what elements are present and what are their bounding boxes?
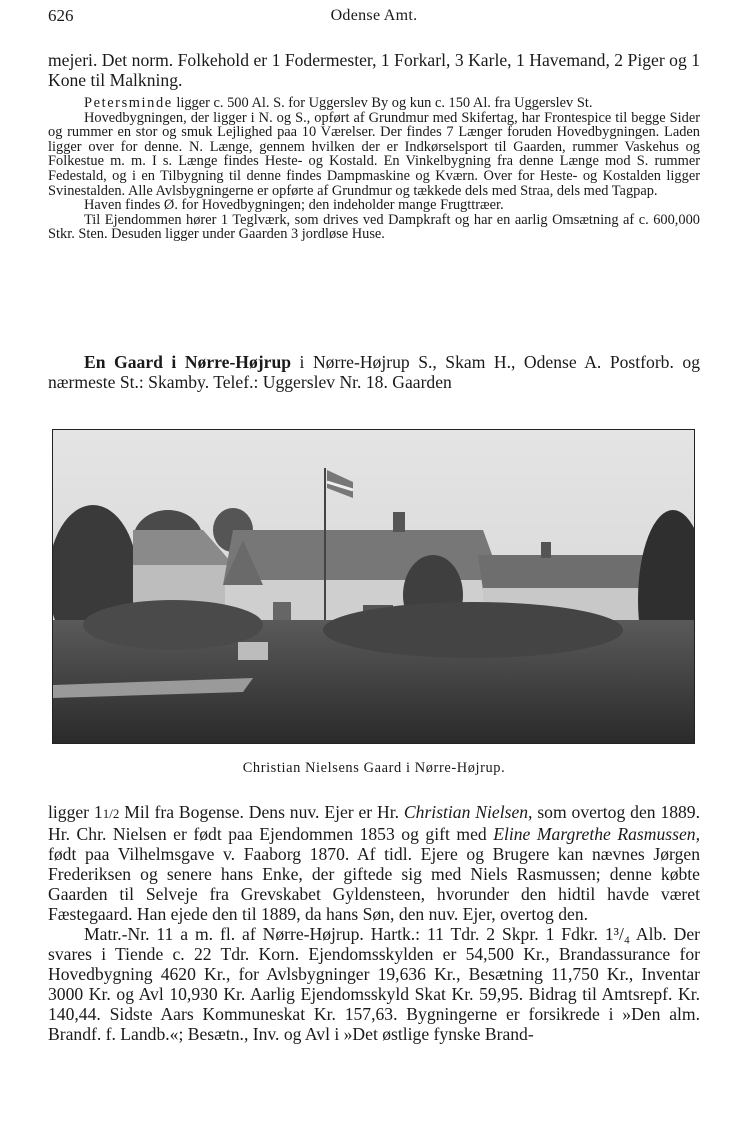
estate-name: Petersminde [84, 95, 173, 111]
photo-caption: Christian Nielsens Gaard i Nørre-Højrup. [242, 760, 506, 776]
text-fragment: ligger 1 [48, 802, 103, 822]
paragraph-ownership [48, 802, 700, 924]
fraction: 1/2 [102, 806, 120, 821]
wife-name: Eline Margrethe Rasmussen, [493, 824, 700, 844]
continued-paragraph [48, 50, 700, 90]
farm-description [48, 802, 700, 1044]
farm-photograph [52, 429, 695, 744]
text-fragment: som overtog den 1889. Hr. Chr. Nielsen er født paa Ejendommen 1853 og gift med [48, 802, 701, 844]
farm-photo-illustration [53, 430, 694, 743]
paragraph: mejeri. Det norm. Folkehold er 1 Fodermester, 1 Forkarl, 3 Karle, 1 Havemand, 2 Piger og 1 Kone til Malkning. [48, 50, 700, 90]
owner-name: Christian Nielsen, [403, 802, 533, 822]
page-header [48, 6, 700, 30]
text-fragment: Mil fra Bogense. Dens nuv. Ejer er Hr. [119, 802, 404, 822]
running-head: Odense Amt. [330, 7, 418, 24]
paragraph-petersminde-intro [48, 96, 700, 111]
entry-heading-rest: i Nørre-Højrup S., Skam H., Odense A. Postforb. og nærmeste St.: Skamby. Telef.: Uggerslev Nr. 18. Gaarden [48, 352, 700, 392]
paragraph-valuation: Matr.-Nr. 11 a m. fl. af Nørre-Højrup. Hartk.: 11 Tdr. 2 Skpr. 1 Fdkr. 1³/₄ Alb. Der svares i Tiende c. 22 Tdr. Korn. Ejendomsskylden er 54,500 Kr., Brandassurance for Hovedbygning 4620 Kr., for Avlsbygninger 19,636 Kr., Besætning 11,750 Kr., Inventar 3000 Kr. og Avl 10,930 Kr. Aarlig Ejendomsskyld Skat Kr. 59,95. Bidrag til Amtsrepf. Kr. 140,44. Sidste Aars Kommuneskat Kr. 157,63. Bygningerne er forsikrede i »Den alm. Brandf. f. Landb.«; Besætn., Inv. og Avl i »Det østlige fynske Brand- [48, 924, 700, 1044]
paragraph-main-building: Hovedbygningen, der ligger i N. og S., opført af Grundmur med Skifertag, har Frontespice til begge Sider og rummer en stor og smuk Lejlighed paa 10 Værelser. Der findes 7 Længer foruden Hovedbygningen. Laden ligger over for denne. N. Længe, gennem hvilken der er Indkørselsport til Gaarden, rummer Vaskehus og Folkestue m. m. I s. Længe findes Heste- og Kostald. En Vinkelbygning fra denne Længe mod S. rummer Fedestald, og i en Tilbygning til denne findes Dampmaskine og Kværn. Over for Heste- og Kostalden ligger Svinestalden. Alle Avlsbygningerne er opførte af Grundmur og tækkede dels med Straa, dels med Tagpap. [48, 109, 700, 199]
entry-title: En Gaard i Nørre-Højrup [84, 352, 292, 372]
intro-text: ligger c. 500 Al. S. for Uggerslev By og kun c. 150 Al. fra Uggerslev St. [172, 95, 593, 111]
page-number: 626 [48, 6, 74, 25]
entry-heading-paragraph [48, 352, 700, 392]
paragraph-brickworks: Til Ejendommen hører 1 Teglværk, som drives ved Dampkraft og har en aarlig Omsætning af c. 600,000 Stkr. Sten. Desuden ligger under Gaarden 3 jordløse Huse. [48, 211, 700, 243]
paragraph-garden: Haven findes Ø. for Hovedbygningen; den indeholder mange Frugttræer. [84, 197, 504, 214]
entry-heading [48, 352, 700, 392]
petersminde-section [48, 96, 700, 242]
text-fragment: født paa Vilhelmsgave v. Faaborg 1870. Af tidl. Ejere og Brugere kan nævnes Jørgen Frederiksen og senere hans Enke, der giftede sig med Niels Rasmussen; denne købte Gaarden til Selveje fra Grevskabet Gyldensteen, hvorunder den hidtil havde været Fæstegaard. Han ejede den til 1889, da hans Søn, den nuv. Ejer, overtog den. [48, 844, 700, 924]
